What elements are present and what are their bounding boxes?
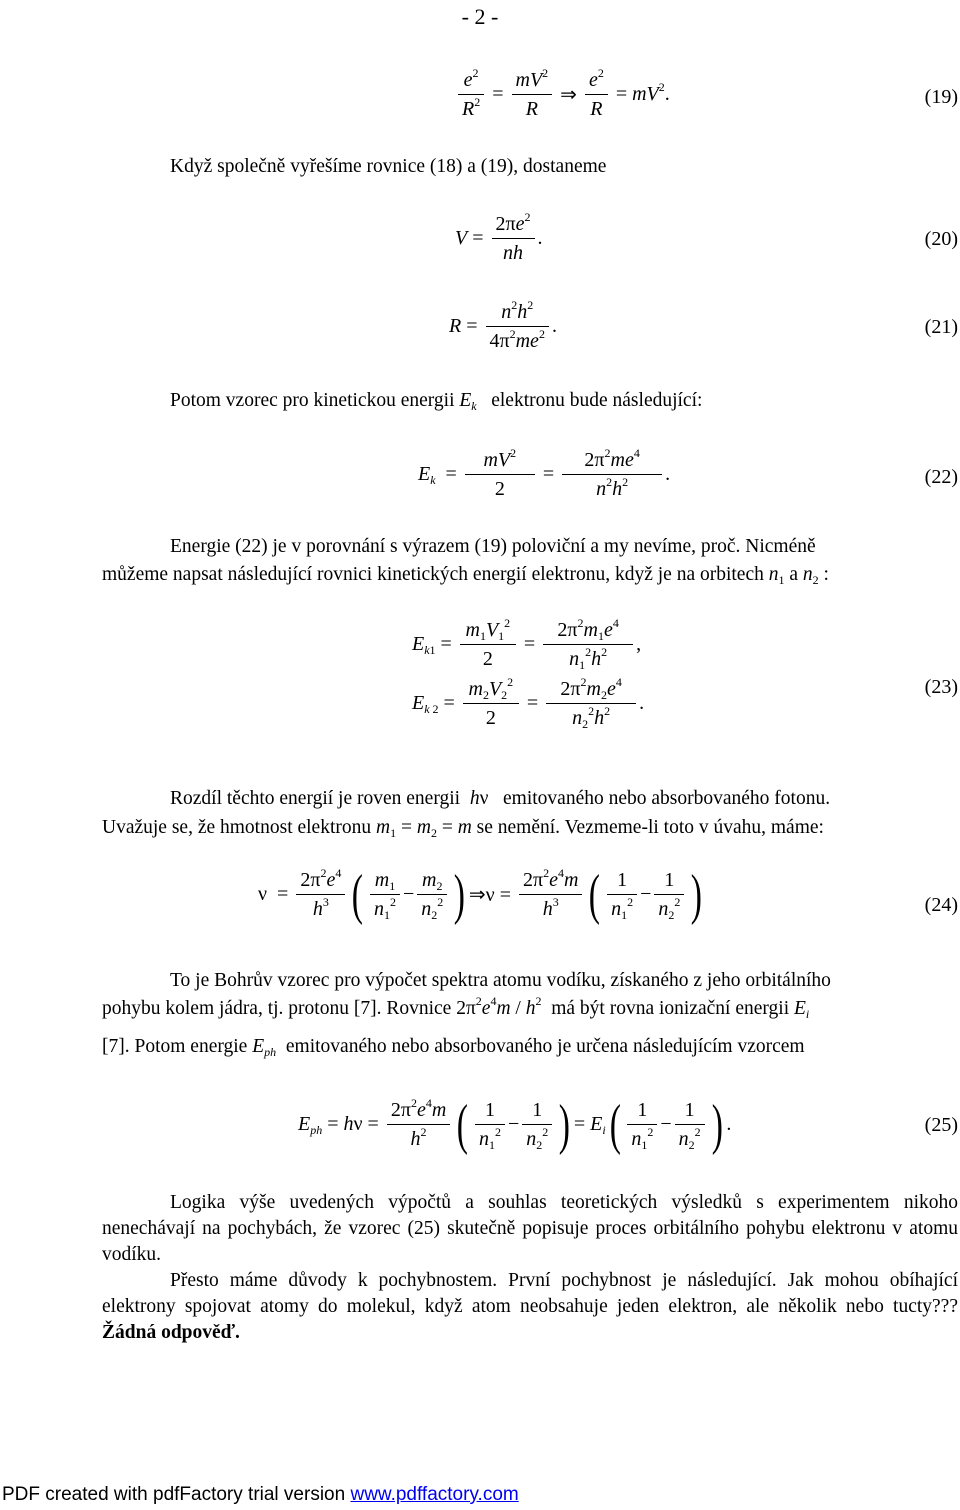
equation-number-20: (20) [924, 228, 958, 250]
paragraph-3-line-2: můžeme napsat následující rovnici kinetických energií elektronu, když je na orbitech $n_1$ a $n_2$ : [102, 564, 829, 587]
pdf-footer [2, 1484, 519, 1506]
paragraph-7: Přesto máme důvody k pochybnostem. První pochybnost je následující. Jak mohou obíhající elektrony spojovat atomy do molekul, když atom neobsahuje jeden elektron, ale několik nebo tucty??? Žádná odpověď. [102, 1270, 958, 1343]
paragraph-1: Když společně vyřešíme rovnice (18) a (19), dostaneme [170, 156, 607, 177]
equation-23: $E_{k1}$ = $\frac{m_1V_1^2}{2}$ = $\frac{2\pi^2m_1e^4}{n_1^2h^2}$ , $E_{k 2}$ = $\frac{m_2V_2^2}{2}$ = $\frac{2\pi^2m_2e^4}{n_2^2h^2}$ . [412, 616, 645, 731]
equation-21: R = $\frac{n^2h^2}{4\pi^2me^2}$ . [449, 298, 557, 352]
bold-answer: Žádná odpověď. [102, 1322, 240, 1343]
footer-prefix: PDF created with pdfFactory trial version [2, 1484, 351, 1505]
equation-19: $\frac{e^2}{R^2}$ = $\frac{mV^2}{R}$ ⇒ $\frac{e^2}{R}$ = $mV^2$. [455, 66, 670, 123]
paragraph-5-line-2: pohybu kolem jádra, tj. protonu [7]. Rovnice $2\pi^2e^4m / h^2$ má být rovna ionizační energii $E_i$ [102, 994, 810, 1021]
equation-number-24: (24) [924, 894, 958, 916]
paragraph-2: Potom vzorec pro kinetickou energii $E_k$ elektronu bude následující: [170, 390, 703, 413]
equation-number-19: (19) [924, 86, 958, 108]
equation-number-23: (23) [924, 676, 958, 698]
equation-20: V = $\frac{2\pi e^2}{nh}$ . [455, 210, 543, 264]
paragraph-3-line-1: Energie (22) je v porovnání s výrazem (19) poloviční a my nevíme, proč. Nicméně [170, 536, 816, 557]
paragraph-5-line-1: To je Bohrův vzorec pro výpočet spektra atomu vodíku, získaného z jeho orbitálního [170, 970, 831, 991]
equation-24: ν = $\frac{2\pi^2e^4}{h^3}$ ( $\frac{m_1}{n_1^2}$ − $\frac{m_2}{n_2^2}$ ) ⇒ν = $\frac{2\pi^2e^4m}{h^3}$ ( $\frac{1}{n_1^2}$ − $\frac{1}{n_2^2}$ ) [258, 863, 703, 926]
page-number: - 2 - [461, 4, 499, 29]
paragraph-5-line-3: [7]. Potom energie $E_{ph}$ emitovaného nebo absorbovaného je určena následujícím vzorcem [102, 1036, 805, 1059]
paragraph-6: Logika výše uvedených výpočtů a souhlas teoretických výsledků s experimentem nikoho nenechávají na pochybách, že vzorec (25) skutečně popisuje proces orbitálního pohybu elektronu v atomu vodíku. [102, 1192, 958, 1265]
equation-number-21: (21) [924, 316, 958, 338]
equation-22: $E_k$ = $\frac{mV^2}{2}$ = $\frac{2\pi^2me^4}{n^2h^2}$ . [418, 446, 671, 500]
equation-number-25: (25) [924, 1114, 958, 1136]
paragraph-4-line-2: Uvažuje se, že hmotnost elektronu $m_1 = m_2 = m$ se nemění. Vezmeme-li toto v úvahu, máme: [102, 817, 824, 840]
equation-number-22: (22) [924, 466, 958, 488]
paragraph-4-line-1: Rozdíl těchto energií je roven energii hν emitovaného nebo absorbovaného fotonu. [170, 788, 831, 809]
footer-link[interactable]: www.pdffactory.com [350, 1484, 519, 1505]
equation-25: $E_{ph} = h\nu$ = $\frac{2\pi^2e^4m}{h^2}$ ( $\frac{1}{n_1^2}$ − $\frac{1}{n_2^2}$ ) = $E_i$ ( $\frac{1}{n_1^2}$ − $\frac{1}{n_2^2}$ ) . [298, 1093, 732, 1156]
